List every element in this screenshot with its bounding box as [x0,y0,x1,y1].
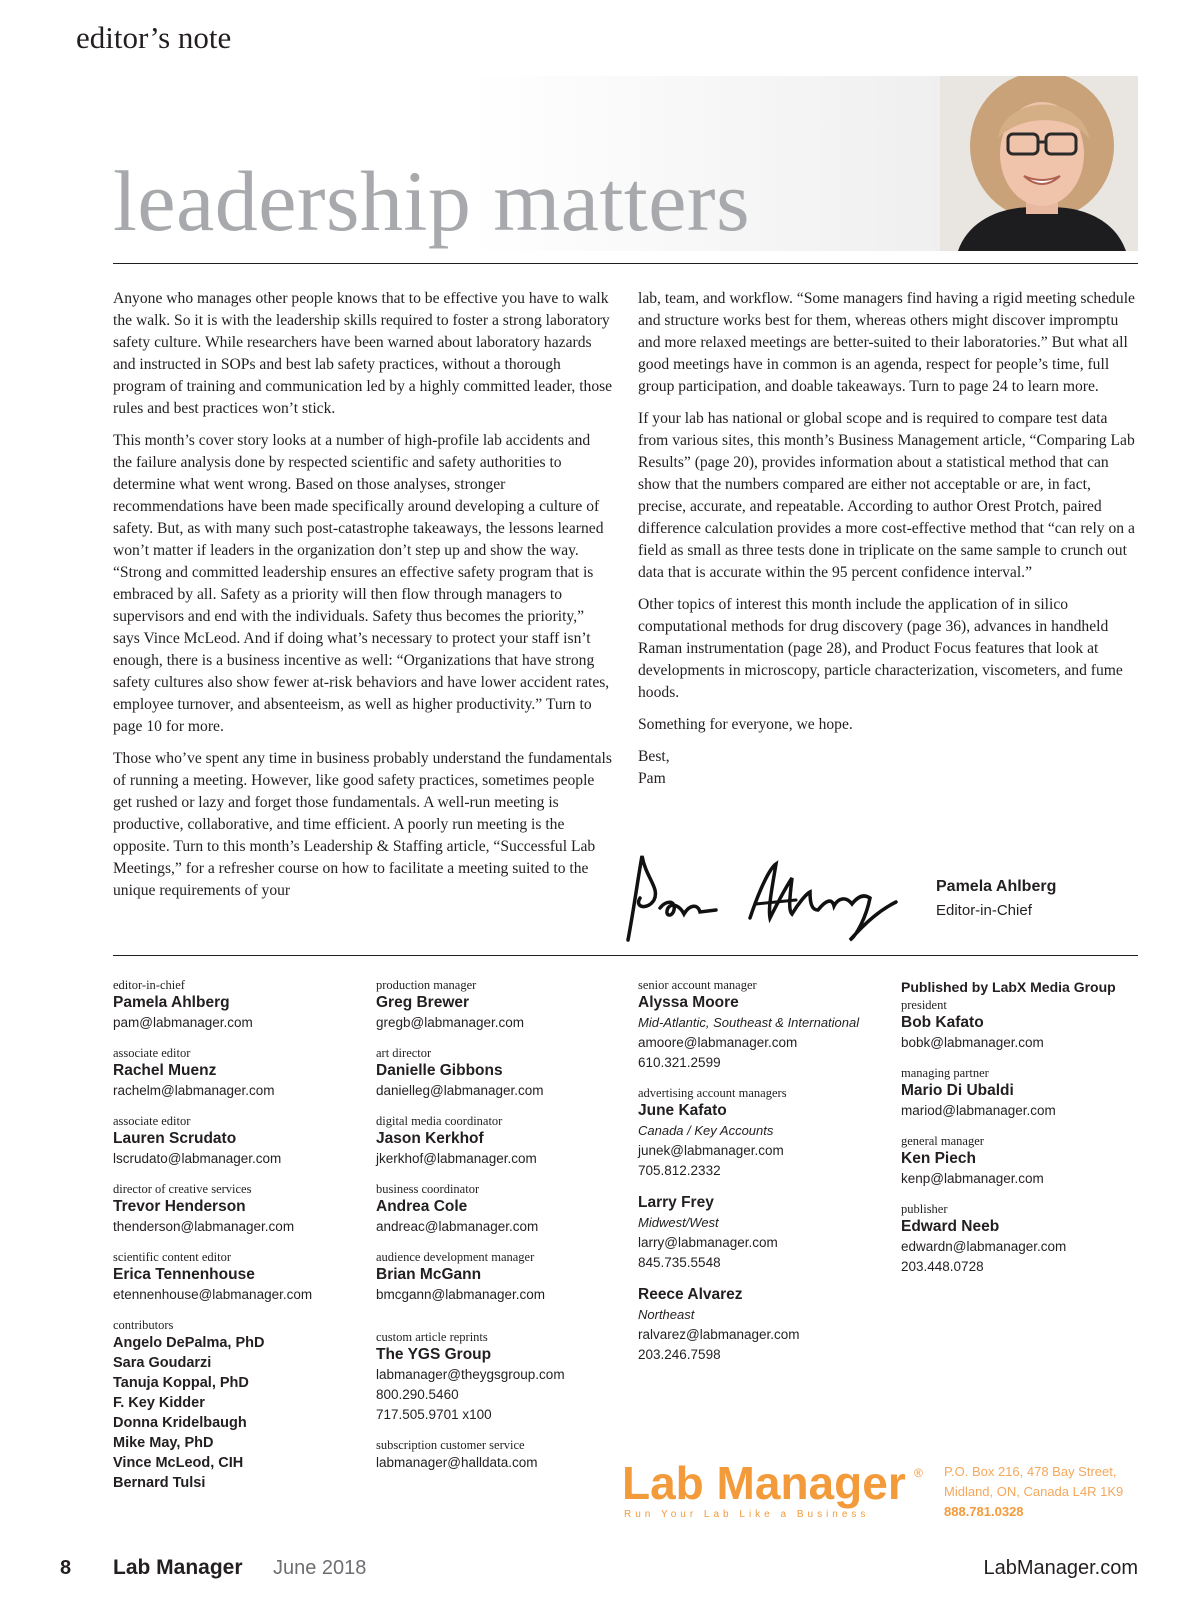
staff-phone: 800.290.5460 [376,1387,459,1402]
header-divider [113,263,1138,264]
staff-role: custom article reprints [376,1330,488,1344]
staff-role: subscription customer service [376,1438,525,1452]
staff-entry [113,1113,363,1169]
staff-entry [901,1201,1151,1277]
staff-entry [638,1085,888,1181]
staff-entry [376,977,626,1033]
contributor-name: Angelo DePalma, PhD [113,1335,265,1351]
staff-email[interactable]: junek@labmanager.com [638,1143,784,1158]
staff-role: scientific content editor [113,1250,232,1264]
staff-name: Jason Kerkhof [376,1130,484,1147]
staff-role: audience development manager [376,1250,535,1264]
staff-email[interactable]: larry@labmanager.com [638,1235,778,1250]
staff-phone: 203.448.0728 [901,1259,984,1274]
staff-entry [901,1133,1151,1189]
paragraph: This month’s cover story looks at a number of high-profile lab accidents and the failure analysis done by respected scientific and safety authorities to determine what went wrong. Based on those analyses, stronger recommendations have been made specifically around developing a culture of safety. But, as with many such post-catastrophe takeaways, the lessons learned won’t matter if leaders in the organization don’t step up and show the way. “Strong and committed leadership ensures an effective safety program that is embraced by all. Safety as a priority will then flow through managers to supervisors and end with the individuals. Safety thus becomes the priority,” says Vince McLeod. And if doing what’s necessary to protect your staff isn’t enough, there is a business incentive as well: “Organizations that have strong safety cultures also show fewer at-risk behaviors and have lower accident rates, employee turnover, and absenteeism, as well as higher productivity.” Turn to page 10 for more. [113,432,610,735]
contributor-name: Mike May, PhD [113,1435,214,1451]
staff-name: The YGS Group [376,1346,492,1363]
staff-entry [113,1249,363,1305]
staff-role: associate editor [113,1114,191,1128]
staff-email[interactable]: pam@labmanager.com [113,1015,253,1030]
staff-role: associate editor [113,1046,191,1060]
staff-region: Canada / Key Accounts [638,1123,774,1138]
address-phone: 888.781.0328 [944,1504,1024,1519]
staff-name: Lauren Scrudato [113,1130,237,1147]
staff-email[interactable]: rachelm@labmanager.com [113,1083,275,1098]
staff-role: digital media coordinator [376,1114,503,1128]
staff-email[interactable]: bmcgann@labmanager.com [376,1287,546,1302]
staff-region: Midwest/West [638,1215,719,1230]
staff-entry [638,1285,888,1365]
paragraph: lab, team, and workflow. “Some managers find having a rigid meeting schedule and structure works best for them, whereas others might discover impromptu and more relaxed meetings are better-suited to their laboratories.” But what all good meetings have in common is an agenda, respect for people’s time, full group participation, and doable takeaways. Turn to page 24 to learn more. [638,290,1135,395]
address-line: Midland, ON, Canada L4R 1K9 [944,1484,1124,1499]
paragraph: Those who’ve spent any time in business probably understand the fundamentals of running a meeting. However, like good safety practices, sometimes people get rushed or lazy and forget those fundamentals. A well-run meeting is productive, collaborative, and time efficient. A poorly run meeting is the opposite. Turn to this month’s Leadership & Staffing article, “Successful Lab Meetings,” for a refresher course on how to facilitate a meeting suited to the unique requirements of your [113,750,612,899]
contributor-name: Donna Kridelbaugh [113,1415,247,1431]
staff-entry [376,1045,626,1101]
staff-email[interactable]: mariod@labmanager.com [901,1103,1056,1118]
contributor-name: Vince McLeod, CIH [113,1455,244,1471]
staff-entry [638,1193,888,1273]
headline: leadership matters [113,153,751,249]
staff-role: production manager [376,978,477,992]
staff-entry [901,997,1151,1053]
staff-email[interactable]: danielleg@labmanager.com [376,1083,544,1098]
staff-role: director of creative services [113,1182,252,1196]
staff-email[interactable]: bobk@labmanager.com [901,1035,1044,1050]
reprints-entry [376,1329,626,1425]
paragraph: Other topics of interest this month include the application of in silico computational methods for drug discovery (page 36), advances in handheld Raman instrumentation (page 28), and Product Focus features that look at developments in microscopy, particle characterization, viscometers, and fume hoods. [638,596,1123,701]
masthead-divider [113,955,1138,956]
staff-name: Bob Kafato [901,1014,984,1031]
subscription-entry [376,1437,626,1473]
staff-role: publisher [901,1202,948,1216]
staff-email[interactable]: amoore@labmanager.com [638,1035,798,1050]
paragraph: If your lab has national or global scope and is required to compare test data from various sites, this month’s Business Management article, “Comparing Lab Results” (page 20), provides information about a statistical method that can show that the numbers compared are either not acceptable or are, in fact, precise, accurate, and repeatable. According to author Orest Protch, paired difference calculation provides a more cost-effective method that “can rely on a field as small as three tests done in triplicate on the same sample to crunch out data that is accurate within the 95 percent confidence interval.” [638,410,1135,581]
paragraph: Anyone who manages other people knows that to be effective you have to walk the walk. So it is with the leadership skills required to foster a strong laboratory safety culture. While researchers have been warned about laboratory hazards and instructed in SOPs and best lab safety practices, without a thorough program of training and communication led by a highly committed leader, those rules and best practices won’t stick. [113,290,613,417]
staff-name: Larry Frey [638,1194,714,1211]
footer-date: June 2018 [273,1557,367,1579]
staff-email[interactable]: labmanager@theygsgroup.com [376,1367,565,1382]
staff-name: Erica Tennenhouse [113,1266,255,1283]
staff-email[interactable]: ralvarez@labmanager.com [638,1327,800,1342]
masthead-column-editorial [113,977,363,1505]
staff-name: Greg Brewer [376,994,470,1011]
staff-role: president [901,998,947,1012]
contributor-name: Bernard Tulsi [113,1475,206,1491]
paragraph: Something for everyone, we hope. [638,716,853,733]
staff-email[interactable]: jkerkhof@labmanager.com [376,1151,537,1166]
staff-email[interactable]: thenderson@labmanager.com [113,1219,295,1234]
staff-phone: 705.812.2332 [638,1163,721,1178]
staff-role: general manager [901,1134,984,1148]
staff-email[interactable]: lscrudato@labmanager.com [113,1151,282,1166]
logo-wordmark: Lab Manager [622,1457,906,1509]
address-line: P.O. Box 216, 478 Bay Street, [944,1464,1117,1479]
staff-email[interactable]: gregb@labmanager.com [376,1015,525,1030]
contributor-name: Tanuja Koppal, PhD [113,1375,249,1391]
staff-entry [376,1249,626,1305]
staff-entry [376,1113,626,1169]
sign-off: Best, [638,748,670,765]
contributors-role: contributors [113,1318,174,1332]
staff-name: Pamela Ahlberg [113,994,230,1011]
staff-role: business coordinator [376,1182,480,1196]
staff-name: Danielle Gibbons [376,1062,503,1079]
staff-email[interactable]: kenp@labmanager.com [901,1171,1044,1186]
staff-name: Alyssa Moore [638,994,739,1011]
publisher-address [944,1462,1123,1522]
staff-name: Rachel Muenz [113,1062,217,1079]
staff-email[interactable]: edwardn@labmanager.com [901,1239,1067,1254]
staff-role: senior account manager [638,978,757,992]
staff-entry [901,1065,1151,1121]
sign-off-name: Pam [638,770,666,787]
staff-name: Ken Piech [901,1150,976,1167]
staff-role: art director [376,1046,432,1060]
staff-entry [113,1181,363,1237]
staff-role: editor-in-chief [113,978,185,992]
masthead-column-production [376,977,626,1485]
page-number: 8 [60,1557,72,1579]
staff-name: Reece Alvarez [638,1286,743,1303]
masthead-column-publisher [901,977,1151,1289]
staff-entry [113,1045,363,1101]
signature-name: Pamela Ahlberg [936,878,1057,895]
contributor-name: F. Key Kidder [113,1395,205,1411]
staff-entry [638,977,888,1073]
footer-magazine: Lab Manager [113,1556,243,1579]
staff-entry [113,977,363,1033]
staff-entry [376,1181,626,1237]
staff-name: Edward Neeb [901,1218,1000,1235]
staff-email[interactable]: labmanager@halldata.com [376,1455,538,1470]
staff-email[interactable]: etennenhouse@labmanager.com [113,1287,313,1302]
contributor-name: Sara Goudarzi [113,1355,212,1371]
portrait-photo-icon [940,76,1138,251]
staff-region: Northeast [638,1307,695,1322]
logo-tagline: Run Your Lab Like a Business [624,1509,870,1520]
staff-name: Brian McGann [376,1266,482,1283]
staff-role: managing partner [901,1066,989,1080]
editor-portrait [940,76,1138,251]
lab-manager-logo-icon [622,1455,932,1525]
staff-phone: 845.735.5548 [638,1255,721,1270]
published-by-label: Published by LabX Media Group [901,979,1116,995]
staff-name: Mario Di Ubaldi [901,1082,1014,1099]
masthead-column-sales [638,977,888,1377]
handwritten-signature-icon [620,848,920,948]
staff-name: Andrea Cole [376,1198,468,1215]
article-column-right [638,288,1138,790]
staff-region: Mid-Atlantic, Southeast & International [638,1015,860,1030]
footer-url[interactable]: LabManager.com [983,1557,1138,1579]
staff-phone: 717.505.9701 x100 [376,1407,492,1422]
contributors-list [113,1317,363,1493]
staff-phone: 203.246.7598 [638,1347,721,1362]
signature-title: Editor-in-Chief [936,902,1032,919]
staff-phone: 610.321.2599 [638,1055,721,1070]
staff-email[interactable]: andreac@labmanager.com [376,1219,539,1234]
staff-name: Trevor Henderson [113,1198,246,1215]
staff-name: June Kafato [638,1102,727,1119]
article-column-left [113,288,613,912]
staff-role: advertising account managers [638,1086,787,1100]
logo-trademark: ® [914,1466,923,1480]
section-tag: editor’s note [76,20,232,55]
